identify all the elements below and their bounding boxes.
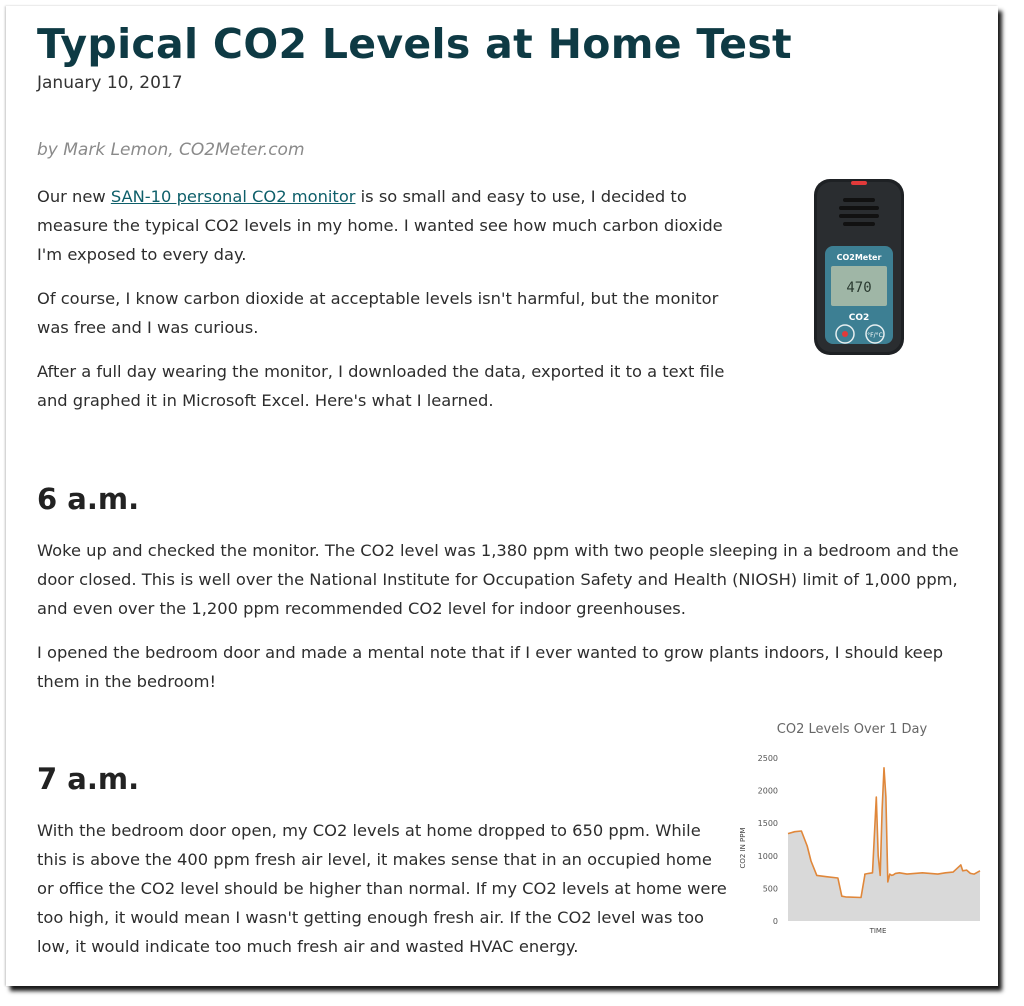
section-6am-paragraph-1: Woke up and checked the monitor. The CO2 level was 1,380 ppm with two people sleeping in a bedroom and the door closed. This is well over the National Institute for Occupation Safety and Health (NIOSH) limit of 1,000 ppm, and even over the 1,200 ppm recommended CO2 level for indoor greenhouses. [37, 541, 959, 618]
device-co2-label: CO2 [848, 313, 870, 323]
chart-y-ticks [758, 754, 778, 926]
co2-monitor-device-image [813, 178, 905, 356]
device-reading: 470 [846, 280, 872, 296]
chart-y-tick-label: 1000 [757, 851, 778, 861]
heading-6am: 6 a.m. [37, 482, 140, 516]
chart-y-tick-label: 500 [762, 884, 778, 894]
intro-paragraph-3: After a full day wearing the monitor, I downloaded the data, exported it to a text file and graphed it in Microsoft Excel. Here's what I learned. [37, 362, 725, 410]
article-date: January 10, 2017 [37, 73, 183, 93]
chart-area-fill [788, 768, 980, 921]
device-led-icon [851, 181, 867, 185]
intro-p1-before: Our new [37, 187, 111, 206]
intro-paragraph-2: Of course, I know carbon dioxide at acceptable levels isn't harmful, but the monitor was free and I was curious. [37, 289, 719, 337]
section-7am [37, 816, 727, 961]
san10-monitor-link[interactable]: SAN-10 personal CO2 monitor [110, 187, 356, 206]
chart-y-axis-label: CO2 IN PPM [739, 827, 747, 869]
article-page [6, 6, 998, 986]
chart-x-axis-label: TIME [869, 927, 887, 935]
intro-p1-after: is so small and easy to use, I decided to measure the typical CO2 levels in my home. I wanted see how much carbon dioxide I'm exposed to every day. [37, 187, 723, 264]
co2-levels-chart [718, 716, 988, 946]
chart-y-tick-label: 2500 [757, 754, 778, 763]
article-byline: by Mark Lemon, CO2Meter.com [37, 140, 305, 160]
section-6am [37, 536, 972, 711]
device-brand: CO2Meter [836, 253, 882, 262]
device-power-icon [842, 331, 848, 337]
intro-paragraph-1 [37, 182, 737, 269]
chart-y-tick-label: 2000 [757, 786, 778, 796]
chart-y-tick-label: 1500 [757, 819, 778, 829]
section-7am-paragraph-1: With the bedroom door open, my CO2 levels at home dropped to 650 ppm. While this is above the 400 ppm fresh air level, it makes sense that in an occupied home or office the CO2 level should be higher than normal. If my CO2 levels at home were too high, it would mean I wasn't getting enough fresh air. If the CO2 level was too low, it would indicate too much fresh air and wasted HVAC energy. [37, 821, 727, 956]
chart-y-tick-label: 0 [772, 917, 778, 926]
article-title: Typical CO2 Levels at Home Test [37, 20, 792, 68]
intro-section [37, 182, 737, 430]
section-6am-paragraph-2: I opened the bedroom door and made a mental note that if I ever wanted to grow plants indoors, I should keep them in the bedroom! [37, 643, 944, 691]
device-unit-label: °F/°C [867, 332, 883, 339]
chart-title: CO2 Levels Over 1 Day [776, 722, 928, 737]
heading-7am: 7 a.m. [37, 762, 140, 796]
